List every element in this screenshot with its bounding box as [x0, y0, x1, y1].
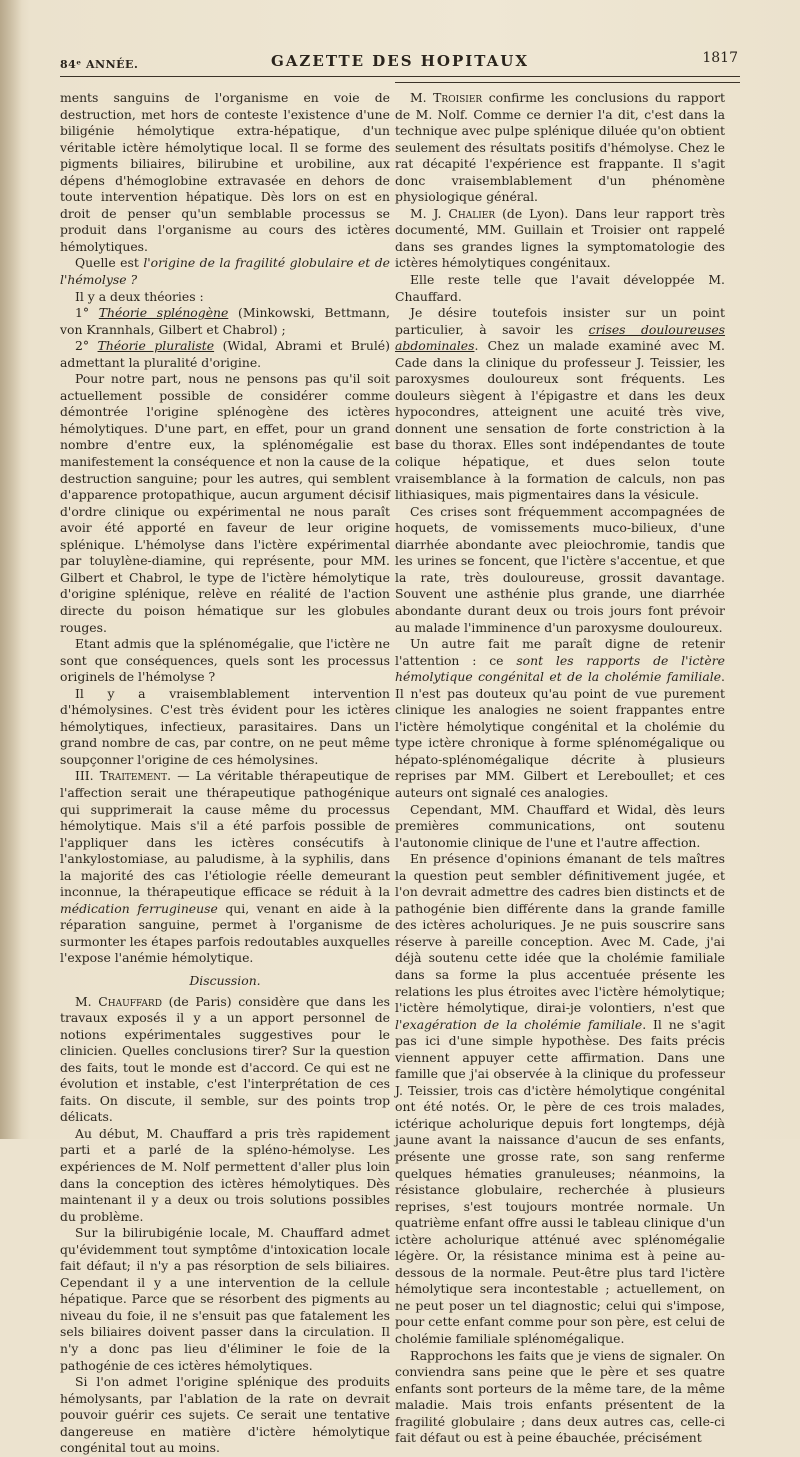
page-header: [60, 48, 740, 78]
paragraph: III. Traitement. — La véritable thérapeutique de l'affection serait une thérapeutique pathogénique qui supprimerait la cause même du processus hémolytique. Mais s'il a été parfois possible de l'appliquer dans les ictères consécutifs à l'ankylostomiase, au paludisme, à la syphilis, dans la majorité des cas l'étiologie réelle demeurant inconnue, la thérapeutique efficace se réduit à la médication ferrugineuse qui, venant en aide à la réparation sanguine, permet à l'organisme de surmonter les étapes parfois redoutables auxquelles l'expose l'anémie hémolytique.: [60, 768, 391, 966]
page-number: 1817: [702, 50, 738, 66]
paragraph: Ces crises sont fréquemment accompagnées de hoquets, de vomissements muco-bilieux, d'une diarrhée abondante avec pleiochromie, tandis que les urines se foncent, que l'ictère s'accentue, et que la rate, très douloureuse, grossit davantage. Souvent une asthénie plus grande, une diarrhée abondante durant deux ou trois jours font prévoir au malade l'imminence d'un paroxysme douloureux.: [395, 503, 725, 635]
paragraph: Quelle est l'origine de la fragilité globulaire et de l'hémolyse ?: [60, 255, 391, 288]
header-year: 84ᵉ ANNÉE.: [60, 58, 139, 71]
paragraph: Cependant, MM. Chauffard et Widal, dès leurs premières communications, ont soutenu l'autonomie clinique de l'une et l'autre affection.: [395, 801, 725, 850]
paragraph: ments sanguins de l'organisme en voie de destruction, met hors de conteste l'existence d'une biligénie hémolytique extra-hépatique, d'un véritable ictère hémolytique local. Il se forme des pigments biliaires, bilirubine et urobiline, aux dépens d'hémoglobine extravasée en dehors de toute intervention hépatique. Dès lors on est en droit de penser qu'un semblable processus se produit dans l'organisme au cours des ictères hémolytiques.: [60, 90, 390, 254]
header-rule-secondary: [395, 82, 740, 83]
paragraph: M. J. Chalier (de Lyon). Dans leur rapport très documenté, MM. Guillain et Troisier ont rappelé dans ses grandes lignes la symptomatologie des ictères hémolytiques congénitaux.: [395, 205, 725, 271]
paragraph: Etant admis que la splénomégalie, que l'ictère ne sont que conséquences, quels sont les processus originels de l'hémolyse ?: [60, 636, 390, 685]
paragraph: Rapprochons les faits que je viens de signaler. On conviendra sans peine que le père et ses quatre enfants sont porteurs de la même tare, de la même maladie. Mais trois enfants présentent de la fragilité globulaire ; dans deux autres cas, celle-ci fait défaut ou est à peine ébauchée, précisément: [395, 1347, 725, 1446]
paragraph: 1° Théorie splénogène (Minkowski, Bettmann, von Krannhals, Gilbert et Chabrol) ;: [60, 305, 390, 337]
paragraph: Sur la bilirubigénie locale, M. Chauffard admet qu'évidemment tout symptôme d'intoxication locale fait défaut; il n'y a pas résorption de sels biliaires. Cependant il y a une intervention de la cellule hépatique. Parce que se résorbent des pigments au niveau du foie, il ne s'ensuit pas que fatalement les sels biliaires doivent passer dans la circulation. Il n'y a donc pas lieu d'éliminer le foie de la pathogénie de ces ictères hémolytiques.: [60, 1225, 390, 1373]
paragraph: Un autre fait me paraît digne de retenir l'attention : ce sont les rapports de l'ictère hémolytique congénital et de la cholémie familiale. Il n'est pas douteux qu'au point de vue purement clinique les analogies ne soient frappantes entre l'ictère hémolytique congénital et la cholémie du type ictère chronique à forme splénomégalique ou hépato-splénomégalique décrite à plusieurs reprises par MM. Gilbert et Lereboullet; et ces auteurs ont signalé ces analogies.: [395, 636, 725, 800]
paragraph: Il y a deux théories :: [75, 288, 204, 304]
paragraph: M. Troisier confirme les conclusions du rapport de M. Nolf. Comme ce dernier l'a dit, c'est dans la technique avec pulpe splénique diluée qu'on obtient seulement des résultats positifs d'hémolyse. Chez le rat décapité l'expérience est frappante. Il s'agit donc vraisemblablement d'un phénomène physiologique général.: [395, 90, 725, 205]
paragraph: M. Chauffard (de Paris) considère que dans les travaux exposés il y a un apport personnel de notions expérimentales suggestives pour le clinicien. Quelles conclusions tirer? Sur la question des faits, tout le monde est d'accord. Ce qui est ne évolution et instable, c'est l'interprétation de ces faits. On discute, il semble, sur des points trop délicats.: [60, 993, 390, 1125]
paragraph: Elle reste telle que l'avait développée M. Chauffard.: [395, 272, 725, 304]
paragraph: 2° Théorie pluraliste (Widal, Abrami et Brulé) admettant la pluralité d'origine.: [60, 338, 390, 370]
paragraph: Il y a vraisemblablement intervention d'hémolysines. C'est très évident pour les ictères hémolytiques, infectieux, parasitaires. Dans un grand nombre de cas, par contre, on ne peut même soupçonner l'origine de ces hémolysines.: [60, 685, 390, 767]
paragraph: Si l'on admet l'origine splénique des produits hémolysants, par l'ablation de la rate on devrait pouvoir guérir ces sujets. Ce serait une tentative dangereuse en matière d'ictère hémolytique congénital tout au moins.: [60, 1374, 390, 1456]
binding-shadow: [0, 0, 22, 1139]
right-column: [395, 90, 725, 1447]
left-column: [60, 90, 390, 1457]
paragraph: En présence d'opinions émanant de tels maîtres la question peut sembler définitivement jugée, et l'on devrait admettre des cadres bien distincts et de pathogénie bien différente dans la grande famille des ictères acholuriques. Je ne puis souscrire sans réserve à pareille conception. Avec M. Cade, j'ai déjà soutenu cette idée que la cholémie familiale dans sa forme la plus accentuée présente les relations les plus étroites avec l'ictère hémolytique; l'ictère hémolytique, dirai-je volontiers, n'est que l'exagération de la cholémie familiale. Il ne s'agit pas ici d'une simple hypothèse. Des faits précis viennent appuyer cette affirmation. Dans une famille que j'ai observée à la clinique du professeur J. Teissier, trois cas d'ictère hémolytique congénital ont été notés. Or, le père de ces trois malades, ictérique acholurique depuis fort longtemps, déjà jaune avant la naissance d'aucun de ses enfants, présente une grosse rate, son sang renferme quelques hématies granuleuses; néanmoins, la résistance globulaire, recherchée à plusieurs reprises, s'est toujours montrée normale. Un quatrième enfant offre aussi le tableau clinique d'un ictère acholurique atténué avec splénomégalie légère. Or, la résistance minima est à peine au-dessous de la normale. Peut-être plus tard l'ictère hémolytique sera incontestable ; actuellement, on ne peut poser un tel diagnostic; celui qui s'impose, pour cette enfant comme pour son père, est celui de cholémie familiale splénomégalique.: [395, 851, 725, 1347]
journal-title: GAZETTE DES HOPITAUX: [270, 52, 529, 70]
paragraph: Pour notre part, nous ne pensons pas qu'il soit actuellement possible de considérer comme démontrée l'origine splénogène des ictères hémolytiques. D'une part, en effet, pour un grand nombre d'entre eux, la splénomégalie est manifestement la conséquence et non la cause de la destruction sanguine; pour les autres, qui semblent d'apparence protopathique, aucun argument décisif d'ordre clinique ou expérimental ne nous paraît avoir été apporté en faveur de leur origine splénique. L'hémolyse dans l'ictère expérimental par toluylène-diamine, qui représente, pour MM. Gilbert et Chabrol, le type de l'ictère hémolytique d'origine splénique, relève en réalité de l'action directe du poison hématique sur les globules rouges.: [60, 371, 390, 635]
paragraph: Je désire toutefois insister sur un point particulier, à savoir les crises douloureuses abdominales. Chez un malade examiné avec M. Cade dans la clinique du professeur J. Teissier, les paroxysmes douloureux sont fréquents. Les douleurs siègent à l'épigastre et dans les deux hypocondres, atteignent une acuité très vive, donnent une sensation de forte constriction à la base du thorax. Elles sont indépendantes de toute colique hépatique, et dues selon toute vraisemblance à la formation de calculs, non pas lithiasiques, mais pigmentaires dans la vésicule.: [395, 305, 726, 503]
paragraph: Au début, M. Chauffard a pris très rapidement parti et a parlé de la spléno-hémolyse. Les expériences de M. Nolf permettent d'aller plus loin dans la conception des ictères hémolytiques. Dès maintenant il y a deux ou trois solutions possibles du problème.: [60, 1125, 390, 1224]
header-rule: [60, 76, 740, 77]
section-heading: Discussion.: [189, 972, 261, 988]
